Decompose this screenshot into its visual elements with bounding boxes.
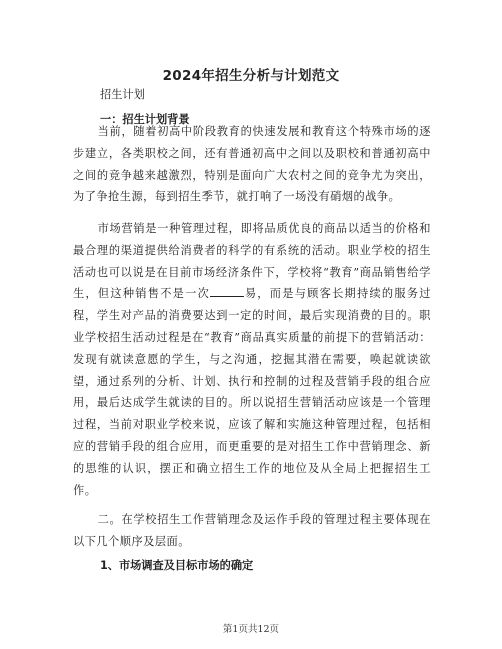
paragraph-marketing [73,218,431,501]
paragraph-marketing-part2: 易，而是与顾客长期持续的服务过程，学生对产品的消费要达到一定的时间，最后实现消费的目的。职业学校招生活动过程是在“教育”商品真实质量的前提下的营销活动：发现有就读意愿的学生，与之沟通，挖掘其潜在需要，唤起就读欲望，通过系列的分析、计划、执行和控制的过程及营销手段的组合应用，最后达成学生就读的目的。所以说招生营销活动应该是一个管理过程，当前对职业学校来说，应该了解和实施这种管理过程，包括相应的营销手段的组合应用，而更重要的是对招生工作中营销理念、新的思维的认识，摆正和确立招生工作的地位及从全局上把握招生工作。 [73,287,431,497]
section-heading-market-research: 1、市场调查及目标市场的确定 [100,559,254,572]
blank-underline [210,286,244,297]
paragraph-marketing-part1: 市场营销是一种管理过程，即将品质优良的商品以适当的价格和最合理的渠道提供给消费者的科学的有系统的活动。职业学校的招生活动也可以说是在目前市场经济条件下，学校将“教育”商品销售给学生，但这种销售不是一次 [73,222,431,301]
document-title: 2024年招生分析与计划范文 [162,68,340,84]
section-heading-background: 一：招生计划背景 [100,113,190,126]
paragraph-competition: 当前，随着初高中阶段教育的快速发展和教育这个特殊市场的逐步建立，各类职校之间，还有普通初高中之间以及职校和普通初高中之间的竞争越来越激烈，特别是面向广大农村之间的竞争尤为突出，为了争抢生源，每到招生季节，就打响了一场没有硝烟的战争。 [73,125,431,204]
document-subtitle: 招生计划 [100,88,145,101]
paragraph-management-process: 二。在学校招生工作营销理念及运作手段的管理过程主要体现在以下几个顺序及层面。 [73,513,431,548]
page-number-footer: 第1页共12页 [222,624,280,635]
